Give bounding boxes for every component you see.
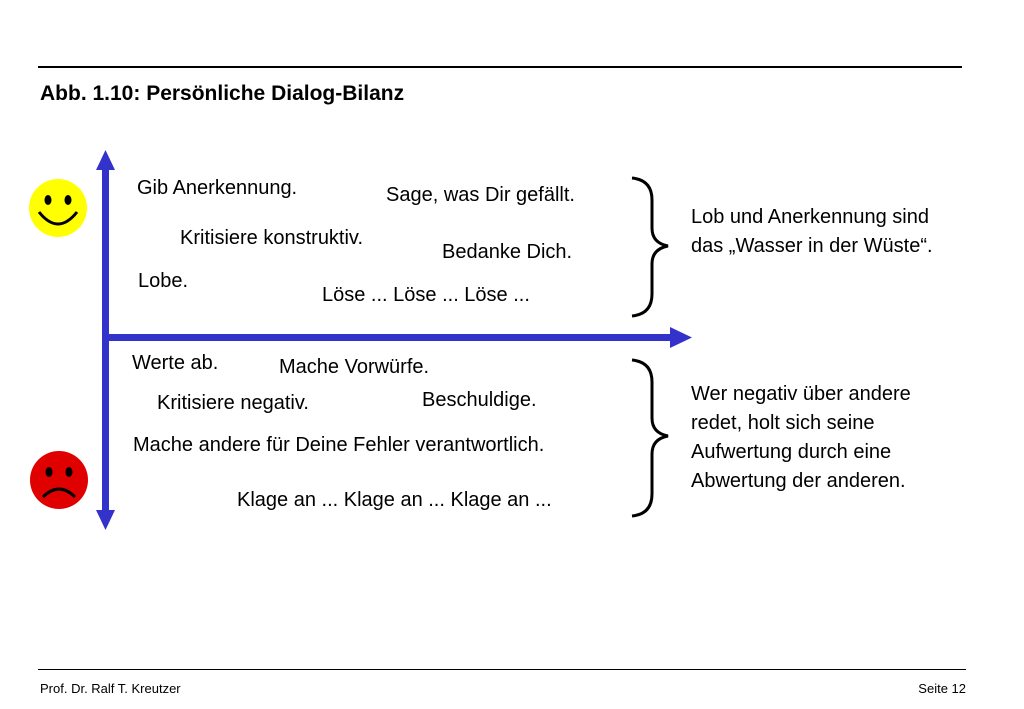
axis-arrow-right — [670, 327, 692, 348]
upper-brace — [632, 178, 668, 316]
phrase-klage-an: Klage an ... Klage an ... Klage an ... — [237, 489, 552, 511]
phrase-loese: Löse ... Löse ... Löse ... — [322, 284, 530, 306]
axis-arrow-down — [96, 510, 115, 530]
slide-title: Abb. 1.10: Persönliche Dialog-Bilanz — [40, 82, 405, 105]
axis-arrow-up — [96, 150, 115, 170]
phrase-sage-was-dir-gefaellt: Sage, was Dir gefällt. — [386, 184, 575, 206]
phrase-lobe: Lobe. — [138, 270, 189, 292]
bottom-rule — [38, 669, 966, 670]
footer-page-number: Seite 12 — [918, 681, 966, 696]
phrase-mache-vorwuerfe: Mache Vorwürfe. — [279, 356, 430, 378]
phrase-kritisiere-konstruktiv: Kritisiere konstruktiv. — [180, 227, 364, 249]
negative-note: Wer negativ über andere redet, holt sich seine Aufwertung durch eine Abwertung der anderen. — [691, 383, 911, 492]
smiley-icon — [29, 179, 87, 237]
phrase-beschuldige: Beschuldige. — [422, 389, 537, 411]
phrase-werte-ab: Werte ab. — [132, 352, 219, 374]
phrase-bedanke-dich: Bedanke Dich. — [442, 241, 573, 263]
horizontal-axis — [102, 334, 674, 341]
phrase-gib-anerkennung: Gib Anerkennung. — [137, 177, 298, 199]
phrase-kritisiere-negativ: Kritisiere negativ. — [157, 392, 309, 414]
lower-brace — [632, 360, 668, 516]
frown-icon — [30, 451, 88, 509]
phrase-mache-andere-verantwortlich: Mache andere für Deine Fehler verantwortlich. — [133, 434, 545, 456]
positive-note: Lob und Anerkennung sind das „Wasser in der Wüste“. — [691, 206, 933, 257]
footer-author: Prof. Dr. Ralf T. Kreutzer — [40, 681, 181, 696]
